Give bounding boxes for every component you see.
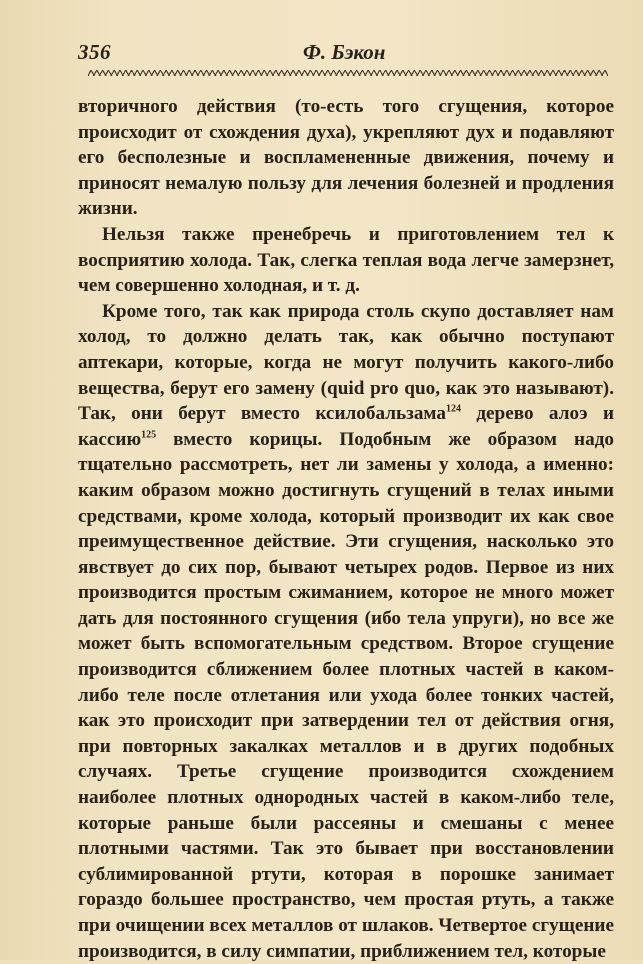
paragraph-2: Нельзя также пренебречь и приготовлением тел к восприятию холода. Так, слегка теплая вода легче замерзнет, чем совершенно холодная, и т. д. (78, 223, 614, 297)
header-ornament-rule (88, 70, 608, 76)
page-number: 356 (78, 40, 111, 64)
footnote-ref-125: 125 (141, 429, 157, 441)
paragraph-3-text-middle: дерево алоэ и кассию (78, 403, 614, 450)
body-text (78, 94, 614, 964)
page-header (78, 40, 614, 74)
running-title: Ф. Бэкон (303, 40, 386, 64)
paragraph-3-text-start: Кроме того, так как природа столь скупо доставляет нам холод, то должно делать так, как обычно поступают аптекари, которые, когда не могут получить какого-либо вещества, берут его замену (quid pro quo, как это называют). Так, они берут вместо ксилобальзама (78, 300, 614, 425)
paragraph-3 (78, 299, 614, 964)
footnote-ref-124: 124 (445, 403, 461, 415)
paragraph-1: вторичного действия (то-есть того сгущения, которое происходит от схождения духа), укрепляют дух и подавляют его бесполезные и воспламененные движения, почему и приносят немалую пользу для лечения болезней и продления жизни. (78, 96, 614, 220)
paragraph-3-text-end: вместо корицы. Подобным же образом надо тщательно рассмотреть, нет ли замены у холода, а именно: каким образом можно достигнуть сгущений в телах иными средствами, кроме холода, который производит их как свое преимущественное действие. Эти сгущения, насколько это явствует до сих пор, бывают четырех родов. Первое из них производится простым сжиманием, которое не много может дать для постоянного сгущения (ибо тела упруги), но все же может быть вспомогательным средством. Второе сгущение производится сближением более плотных частей в каком-либо теле после отлетания или ухода более тонких частей, как это происходит при затвердении тел от действия огня, при повторных закалках металлов и в других подобных случаях. Третье сгущение производится схождением наиболее плотных однородных частей в каком-либо теле, которые раньше были рассеяны и смешаны с менее плотными частями. Так это бывает при восстановлении сублимированной ртути, которая в порошке занимает гораздо большее пространство, чем простая ртуть, а также при очищении всех металлов от шлаков. Четвертое сгущение производится, в силу симпатии, приближением тел, которые (78, 428, 614, 962)
